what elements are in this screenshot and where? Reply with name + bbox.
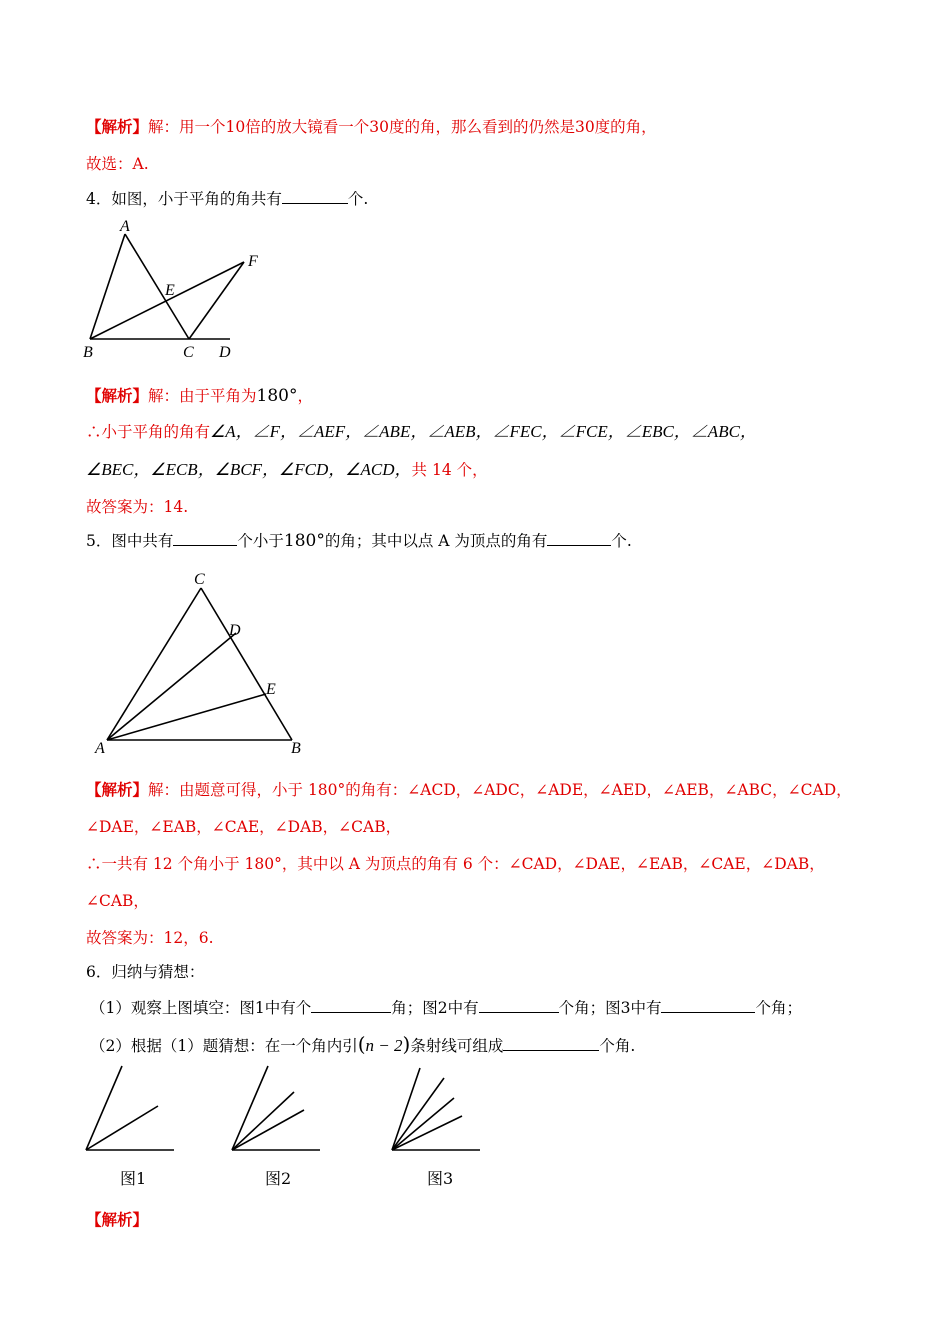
q5-analysis-line3: ∴一共有 12 个角小于 180°，其中以 A 为顶点的角有 6 个：∠CAD，∠DAE，∠EAB，∠CAE，∠DAB， [86, 855, 825, 873]
analysis-tag: 【解析】 [86, 780, 149, 799]
segment-cf [189, 262, 244, 339]
label-c: C [194, 571, 205, 588]
q3-analysis-text: 解：用一个10倍的放大镜看一个30度的角，那么看到的仍然是30度的角， [148, 118, 657, 136]
q5-figure [90, 570, 320, 760]
q6-part1: （1）观察上图填空：图1中有个 角；图2中有 个角；图3中有 个角； [90, 999, 802, 1017]
q3-answer: 故选：A. [86, 155, 149, 173]
q5-analysis-line1: 【解析】解：由题意可得，小于 180°的角有：∠ACD，∠ADC，∠ADE，∠AED，∠AEB，∠ABC，∠CAD， [86, 780, 852, 799]
q6-caption-fig3: 图3 [427, 1169, 454, 1188]
q6-figure-1 [84, 1064, 176, 1154]
q6-caption-fig2: 图2 [265, 1169, 292, 1188]
upper-ray [232, 1066, 268, 1150]
q5-analysis-line2: ∠DAE，∠EAB，∠CAE，∠DAB，∠CAB， [86, 818, 402, 836]
upper-ray [86, 1066, 122, 1150]
label-b: B [83, 344, 93, 361]
angle-list-1: ∠A，∠F，∠AEF，∠ABE，∠AEB，∠FEC，∠FCE，∠EBC，∠ABC， [210, 422, 757, 441]
analysis-tag: 【解析】 [86, 386, 149, 405]
q4-analysis-line2: ∴小于平角的角有∠A，∠F，∠AEF，∠ABE，∠AEB，∠FEC，∠FCE，∠EBC，∠ABC， [86, 422, 757, 441]
q5-answer: 故答案为：12，6. [86, 929, 214, 947]
inner-ray [86, 1106, 158, 1150]
segment-ac [125, 234, 189, 339]
q5-prompt: 5．图中共有 个小于180°的角；其中以点 A 为顶点的角有 个. [86, 531, 632, 551]
q4-answer: 故答案为：14. [86, 498, 189, 516]
q3-analysis-line [86, 117, 657, 137]
label-e: E [266, 681, 276, 698]
segment-bf [90, 262, 244, 339]
analysis-tag: 【解析】 [86, 117, 149, 136]
q4-prompt: 4．如图，小于平角的角共有 个. [86, 190, 369, 208]
angle-list-2: ∠BEC，∠ECB，∠BCF，∠FCD，∠ACD， [86, 460, 412, 479]
q6-figure-3 [390, 1064, 482, 1154]
q6-figure-2 [230, 1064, 322, 1154]
q6-blank-fig2[interactable] [479, 998, 559, 1013]
q4-analysis-line3: ∠BEC，∠ECB，∠BCF，∠FCD，∠ACD，共 14 个， [86, 460, 488, 479]
q6-blank-fig3[interactable] [661, 998, 755, 1013]
segment-cb [201, 588, 292, 740]
q6-expression: n − 2 [365, 1036, 403, 1055]
q5-blank-1[interactable] [173, 531, 237, 546]
q5-blank-2[interactable] [547, 531, 611, 546]
label-e: E [165, 282, 175, 299]
q5-analysis-line4: ∠CAB， [86, 892, 149, 910]
segment-ad [107, 633, 236, 740]
q6-analysis-tag: 【解析】 [86, 1210, 149, 1229]
q6-blank-conjecture[interactable] [503, 1036, 599, 1051]
label-d: D [219, 344, 231, 361]
q4-figure [80, 218, 280, 368]
q6-blank-fig1[interactable] [311, 998, 391, 1013]
label-a: A [120, 218, 130, 235]
q6-part2: （2）根据（1）题猜想：在一个角内引(n − 2)条射线可组成 个角. [90, 1032, 636, 1056]
q4-answer-blank[interactable] [282, 189, 348, 204]
label-f: F [248, 253, 258, 270]
label-c: C [183, 344, 194, 361]
flat-angle-value: 180° [256, 386, 298, 406]
q6-title: 6．归纳与猜想： [86, 963, 205, 981]
q4-analysis-line1: 【解析】解：由于平角为180°， [86, 386, 313, 406]
q6-caption-fig1: 图1 [120, 1169, 147, 1188]
label-b: B [291, 740, 301, 757]
label-a: A [95, 740, 105, 757]
inner-ray-1 [392, 1078, 444, 1150]
label-d: D [229, 622, 241, 639]
